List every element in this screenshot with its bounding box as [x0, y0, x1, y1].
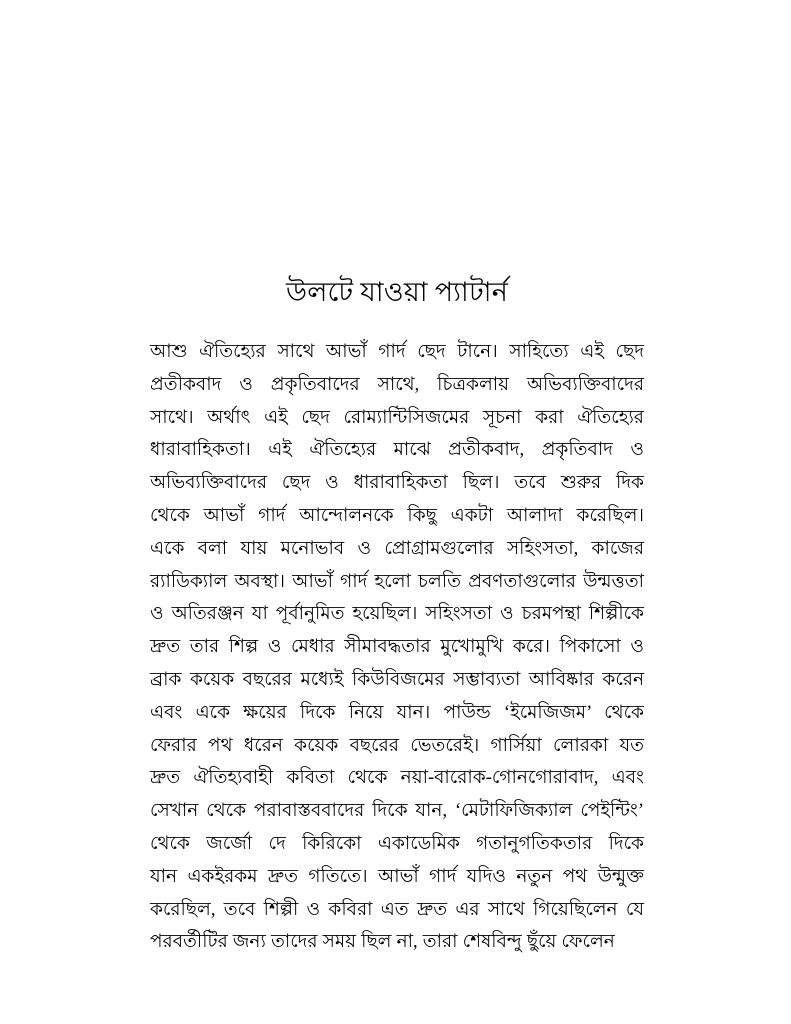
paragraph-line: দ্রুত তার শিল্প ও মেধার সীমাবদ্ধতার মুখোমুখি করে। পিকাসো ও [150, 637, 644, 658]
paragraph-line: যান একইরকম দ্রুত গতিতে। আভাঁ গার্দ যদিও নতুন পথ উন্মুক্ত [150, 866, 644, 887]
body-paragraph [150, 336, 644, 959]
paragraph-line: করেছিল, তবে শিল্পী ও কবিরা এত দ্রুত এর সাথে গিয়েছিলেন যে [150, 899, 644, 920]
paragraph-line: দ্রুত ঐতিহ্যবাহী কবিতা থেকে নয়া-বারোক-গোনগোরাবাদ, এবং [150, 768, 644, 789]
paragraph-line: ধারাবাহিকতা। এই ঐতিহ্যের মাঝে প্রতীকবাদ, প্রকৃতিবাদ ও [150, 440, 644, 461]
paragraph-line: থেকে জর্জো দে কিরিকো একাডেমিক গতানুগতিকতার দিকে [150, 833, 644, 854]
page-text-column [150, 0, 644, 1024]
paragraph-line: আশু ঐতিহ্যের সাথে আভাঁ গার্দ ছেদ টানে। সাহিত্যে এই ছেদ [150, 342, 644, 362]
paragraph-line: অভিব্যক্তিবাদের ছেদ ও ধারাবাহিকতা ছিল। তবে শুরুর দিক [150, 473, 644, 494]
paragraph-line: একে বলা যায় মনোভাব ও প্রোগ্রামগুলোর সহিংসতা, কাজের [150, 538, 644, 559]
paragraph-line: প্রতীকবাদ ও প্রকৃতিবাদের সাথে, চিত্রকলায় অভিব্যক্তিবাদের [150, 374, 644, 395]
paragraph-line: পরবর্তীটির জন্য তাদের সময় ছিল না, তারা শেষবিন্দু ছুঁয়ে ফেলেন [150, 932, 615, 953]
paragraph-line: এবং একে ক্ষয়ের দিকে নিয়ে যান। পাউন্ড ‘ইমেজিজম’ থেকে [150, 702, 644, 723]
paragraph-line: থেকে আভাঁ গার্দ আন্দোলনকে কিছু একটা আলাদা করেছিল। [150, 505, 644, 526]
paragraph-line: সাথে। অর্থাৎ এই ছেদ রোম্যান্টিসিজমের সূচনা করা ঐতিহ্যের [150, 407, 644, 428]
paragraph-line: ব্রাক কয়েক বছরের মধ্যেই কিউবিজমের সম্ভাব্যতা আবিষ্কার করেন [150, 669, 644, 690]
page-title: উলটে যাওয়া প্যাটার্ন [285, 277, 509, 308]
paragraph-line: ও অতিরঞ্জন যা পূর্বানুমিত হয়েছিল। সহিংসতা ও চরমপন্থা শিল্পীকে [150, 604, 644, 625]
paragraph-line: সেখান থেকে পরাবাস্তববাদের দিকে যান, ‘মেটাফিজিক্যাল পেইন্টিং’ [150, 801, 644, 822]
paragraph-line: ফেরার পথ ধরেন কয়েক বছরের ভেতরেই। গার্সিয়া লোরকা যত [150, 735, 644, 756]
paragraph-line: র‍্যাডিক্যাল অবস্থা। আভাঁ গার্দ হলো চলতি প্রবণতাগুলোর উন্মত্ততা [150, 571, 644, 592]
